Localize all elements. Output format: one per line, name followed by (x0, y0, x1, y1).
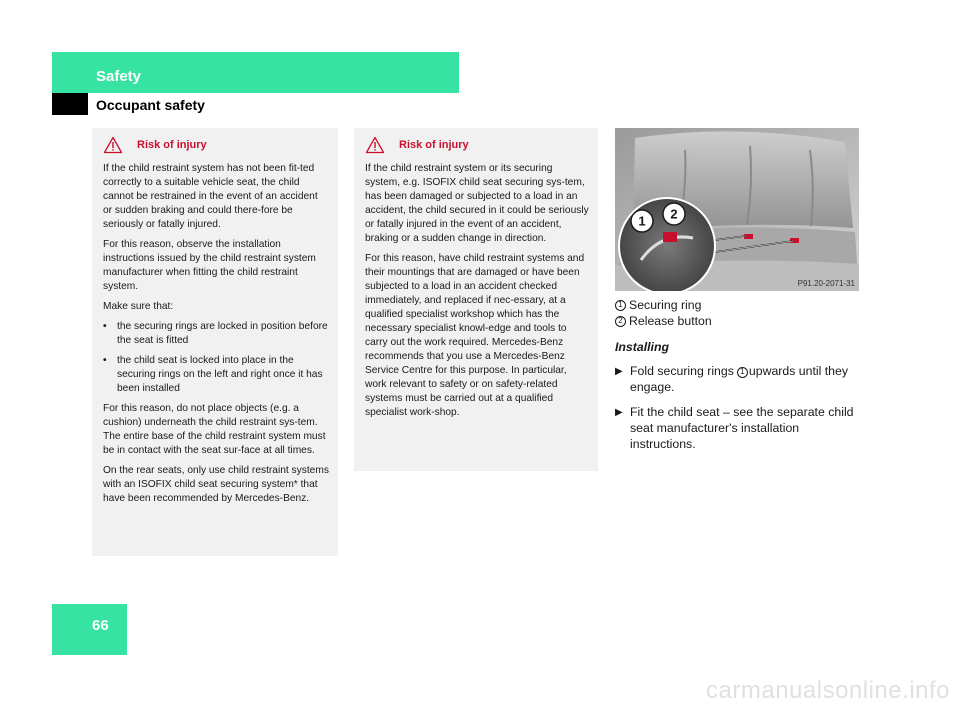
legend-item (615, 313, 865, 329)
step-text: Fit the child seat – see the separate child seat manufacturer's installation instructions. (630, 405, 854, 451)
header-marker (52, 93, 88, 115)
warning-paragraph: For this reason, do not place objects (e.g. a cushion) underneath the child restraint sys-tem. The entire base of the child restraint system must be in contact with the seat sur-face at all times. (103, 403, 326, 456)
bullet-text: the securing rings are locked in position before the seat is fitted (117, 321, 328, 346)
warning-paragraph: If the child restraint system has not been fit-ted correctly to a suitable vehicle seat, the child cannot be restrained in the event of an accident or sudden braking and could there-fore be seriously or fatally injured. (103, 163, 318, 230)
legend-text: Release button (629, 314, 712, 328)
bullet-item (103, 354, 329, 396)
figure-legend-and-steps (615, 297, 865, 461)
installing-heading: Installing (615, 340, 669, 354)
rear-seat-isofix-photo (615, 128, 859, 291)
page-number: 66 (92, 617, 109, 634)
warning-triangle-icon (103, 136, 123, 154)
callout-number: 2 (615, 316, 626, 327)
step-arrow-icon: ▶ (615, 407, 623, 418)
bullet-dot: • (103, 355, 107, 366)
step-text-part: upwards until they engage. (630, 364, 849, 394)
instruction-step (615, 404, 865, 452)
instruction-step (615, 363, 865, 395)
bullet-text: the child seat is locked into place in the securing rings on the left and right once it has been installed (117, 355, 323, 394)
callout-number: 1 (615, 300, 626, 311)
step-text-part: Fold securing rings (630, 364, 734, 378)
step-arrow-icon: ▶ (615, 366, 623, 377)
legend-item (615, 297, 865, 313)
photo-callout-1: 1 (638, 213, 646, 229)
warning-box-injury-damage (354, 128, 598, 471)
warning-paragraph: Make sure that: (103, 301, 174, 312)
watermark: carmanualsonline.info (706, 677, 950, 704)
bullet-dot: • (103, 321, 107, 332)
warning-triangle-icon (365, 136, 385, 154)
warning-paragraph: For this reason, have child restraint systems and their mountings that are damaged or have been subjected to a load in an accident checked immediately, and replaced if nec-essary, at a qualified specialist workshop which has the necessary specialist knowl-edge and tools to carry out the work required. Mercedes-Benz recommends that you use a Mercedes-Benz Service Centre for this purpose. In particular, work relevant to safety or on safety-related systems must be carried out at a qualified specialist work-shop. (365, 253, 585, 418)
figure-code: P91.20-2071-31 (797, 279, 855, 288)
warning-title: Risk of injury (399, 139, 469, 151)
page-number-box (52, 604, 127, 655)
legend-text: Securing ring (629, 298, 702, 312)
bullet-item (103, 320, 329, 348)
step-text (630, 363, 865, 395)
warning-paragraph: For this reason, observe the installation instructions issued by the child restraint system manufacturer when fitting the child restraint system. (103, 239, 316, 292)
warning-paragraph: If the child restraint system or its securing system, e.g. ISOFIX child seat securing sys-tem, has been damaged or subjected to a load in an accident, the child secured in it could be seriously or fatally injured in the event of an accident, braking or a sudden change in direction. (365, 163, 589, 244)
section-title: Safety (96, 68, 142, 85)
warning-header (365, 136, 589, 154)
callout-number: 1 (737, 367, 748, 378)
warning-title: Risk of injury (137, 139, 207, 151)
page-subtitle: Occupant safety (96, 97, 205, 113)
warning-header (103, 136, 329, 154)
photo-callout-2: 2 (670, 206, 678, 222)
warning-paragraph: On the rear seats, only use child restraint systems with an ISOFIX child seat securing system* that have been recommended by Mercedes-Benz. (103, 465, 329, 504)
warning-box-injury-fitting (92, 128, 338, 556)
